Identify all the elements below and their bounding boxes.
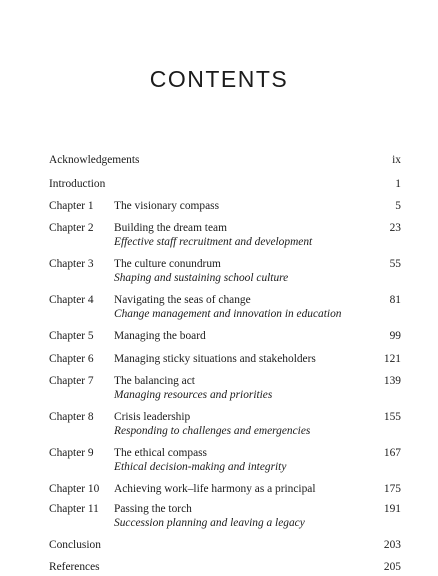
entry-page-number: 99 (389, 330, 401, 342)
entry-page-number: 139 (383, 375, 401, 387)
entry-page-number: 81 (389, 294, 401, 306)
chapter-subtitle: Responding to challenges and emergencies (114, 425, 311, 437)
chapter-title: Passing the torch (114, 503, 192, 515)
chapter-number: Chapter 7 (49, 375, 94, 387)
chapter-number: Chapter 4 (49, 294, 94, 306)
entry-page-number: 5 (395, 200, 401, 212)
chapter-title: The ethical compass (114, 447, 207, 459)
entry-page-number: 155 (383, 411, 401, 423)
chapter-title: The culture conundrum (114, 258, 221, 270)
chapter-subtitle: Succession planning and leaving a legacy (114, 517, 305, 529)
chapter-title: Crisis leadership (114, 411, 191, 423)
entry-label: Conclusion (49, 539, 101, 551)
chapter-number: Chapter 1 (49, 200, 94, 212)
entry-page-number: 205 (383, 561, 401, 573)
entry-label: Acknowledgements (49, 154, 140, 166)
chapter-number: Chapter 5 (49, 330, 94, 342)
chapter-number: Chapter 3 (49, 258, 94, 270)
chapter-title: Building the dream team (114, 222, 227, 234)
chapter-subtitle: Ethical decision-making and integrity (114, 461, 287, 473)
entry-page-number: 167 (383, 447, 401, 459)
chapter-title: Achieving work–life harmony as a principal (114, 483, 316, 495)
entry-page-number: ix (392, 154, 401, 166)
chapter-subtitle: Change management and innovation in education (114, 308, 342, 320)
chapter-number: Chapter 11 (49, 503, 99, 515)
entry-page-number: 175 (383, 483, 401, 495)
chapter-subtitle: Shaping and sustaining school culture (114, 272, 289, 284)
entry-label: References (49, 561, 100, 573)
chapter-subtitle: Managing resources and priorities (114, 389, 273, 401)
chapter-number: Chapter 6 (49, 353, 94, 365)
entry-page-number: 1 (395, 178, 401, 190)
chapter-title: Navigating the seas of change (114, 294, 251, 306)
page-title: CONTENTS (149, 66, 289, 92)
chapter-title: Managing sticky situations and stakeholders (114, 353, 316, 365)
chapter-title: The balancing act (114, 375, 195, 387)
chapter-subtitle: Effective staff recruitment and development (114, 236, 313, 248)
chapter-title: Managing the board (114, 330, 206, 342)
chapter-number: Chapter 9 (49, 447, 94, 459)
entry-page-number: 55 (389, 258, 401, 270)
entry-page-number: 191 (383, 503, 401, 515)
chapter-title: The visionary compass (114, 200, 220, 212)
chapter-number: Chapter 2 (49, 222, 94, 234)
chapter-number: Chapter 8 (49, 411, 94, 423)
entry-label: Introduction (49, 178, 106, 190)
entry-page-number: 121 (383, 353, 401, 365)
entry-page-number: 203 (383, 539, 401, 551)
chapter-number: Chapter 10 (49, 483, 100, 495)
entry-page-number: 23 (389, 222, 401, 234)
